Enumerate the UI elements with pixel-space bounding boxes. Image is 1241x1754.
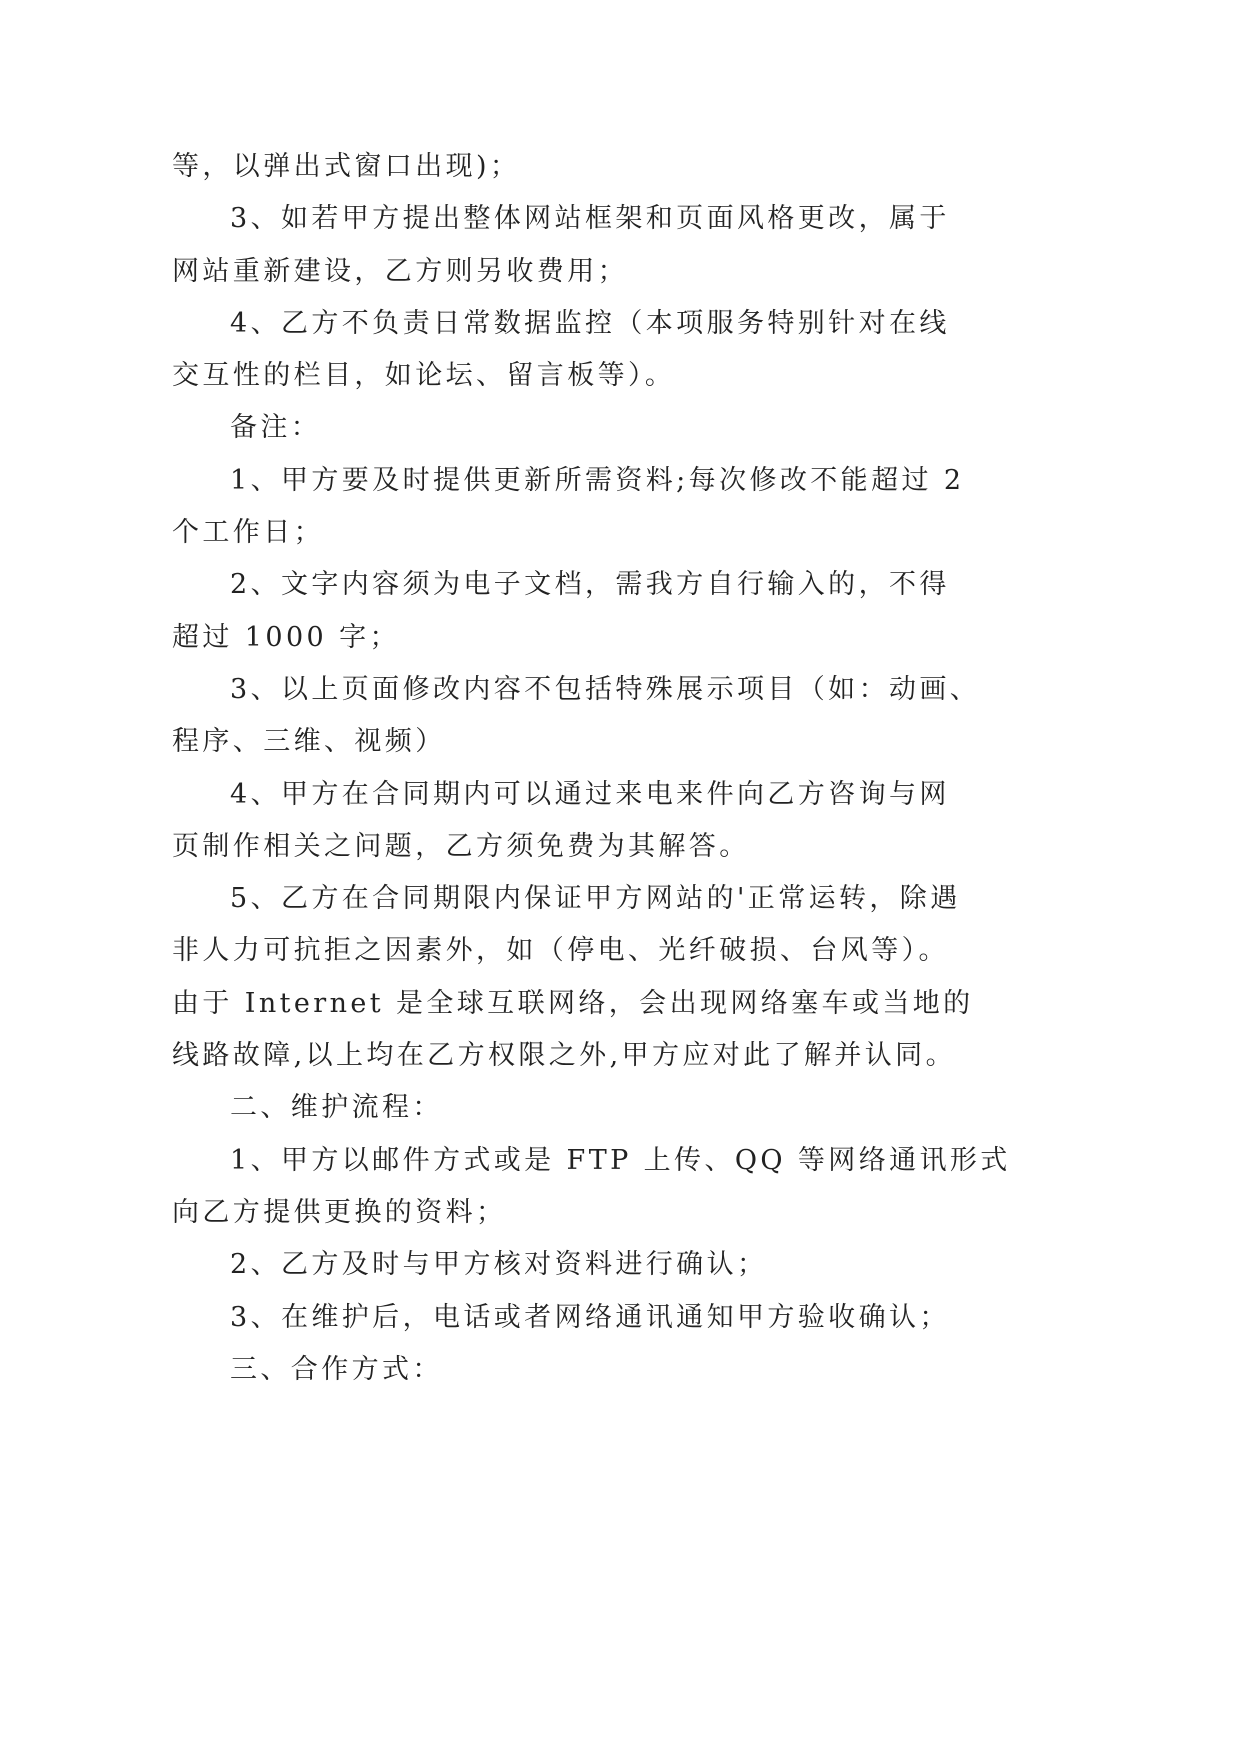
text-line: 个工作日； (172, 517, 324, 549)
note-item-5 (172, 873, 992, 1082)
note-item-3 (172, 664, 992, 769)
text-line: 超过 1000 字； (172, 621, 400, 653)
text-line: 2、文字内容须为电子文档，需我方自行输入的，不得 (230, 569, 950, 601)
text-line: 由于 Internet 是全球互联网络，会出现网络塞车或当地的 (172, 987, 974, 1019)
section-heading-cooperation (172, 1344, 992, 1396)
text-line: 非人力可抗拒之因素外，如（停电、光纤破损、台风等）。 (172, 935, 949, 967)
document-body (172, 141, 1011, 1396)
text-line: 二、维护流程： (230, 1092, 443, 1124)
text-line: 1、甲方以邮件方式或是 FTP 上传、QQ 等网络通讯形式 (230, 1144, 1011, 1176)
process-item-3 (172, 1292, 992, 1344)
text-line: 5、乙方在合同期限内保证甲方网站的'正常运转，除遇 (230, 883, 961, 915)
text-line: 三、合作方式： (230, 1353, 443, 1385)
text-line: 等，以弹出式窗口出现)； (172, 151, 521, 182)
text-line: 4、甲方在合同期内可以通过来电来件向乙方咨询与网 (230, 778, 950, 810)
text-line: 4、乙方不负责日常数据监控（本项服务特别针对在线 (230, 307, 950, 339)
text-line: 3、以上页面修改内容不包括特殊展示项目（如：动画、 (230, 673, 981, 705)
text-line: 程序、三维、视频） (172, 726, 446, 758)
text-line: 线路故障,以上均在乙方权限之外,甲方应对此了解并认同。 (172, 1040, 956, 1072)
text-line: 页制作相关之问题，乙方须免费为其解答。 (172, 830, 750, 862)
text-line: 1、甲方要及时提供更新所需资料;每次修改不能超过 2 (230, 464, 965, 496)
note-item-1 (172, 455, 992, 560)
text-line: 向乙方提供更换的资料； (172, 1196, 507, 1228)
section-heading-maintenance-process (172, 1082, 992, 1134)
text-line: 网站重新建设，乙方则另收费用； (172, 255, 628, 287)
notes-heading (172, 402, 992, 454)
note-item-2 (172, 559, 992, 664)
list-item-4 (172, 298, 992, 403)
note-item-4 (172, 769, 992, 874)
text-line: 备注： (230, 412, 322, 444)
process-item-2 (172, 1239, 992, 1291)
text-line: 2、乙方及时与甲方核对资料进行确认； (230, 1249, 768, 1281)
text-line: 3、在维护后，电话或者网络通讯通知甲方验收确认； (230, 1301, 950, 1333)
list-item-3 (172, 193, 992, 298)
paragraph-continuation (172, 141, 992, 193)
process-item-1 (172, 1135, 1011, 1240)
text-line: 3、如若甲方提出整体网站框架和页面风格更改，属于 (230, 203, 950, 235)
text-line: 交互性的栏目，如论坛、留言板等）。 (172, 360, 676, 392)
